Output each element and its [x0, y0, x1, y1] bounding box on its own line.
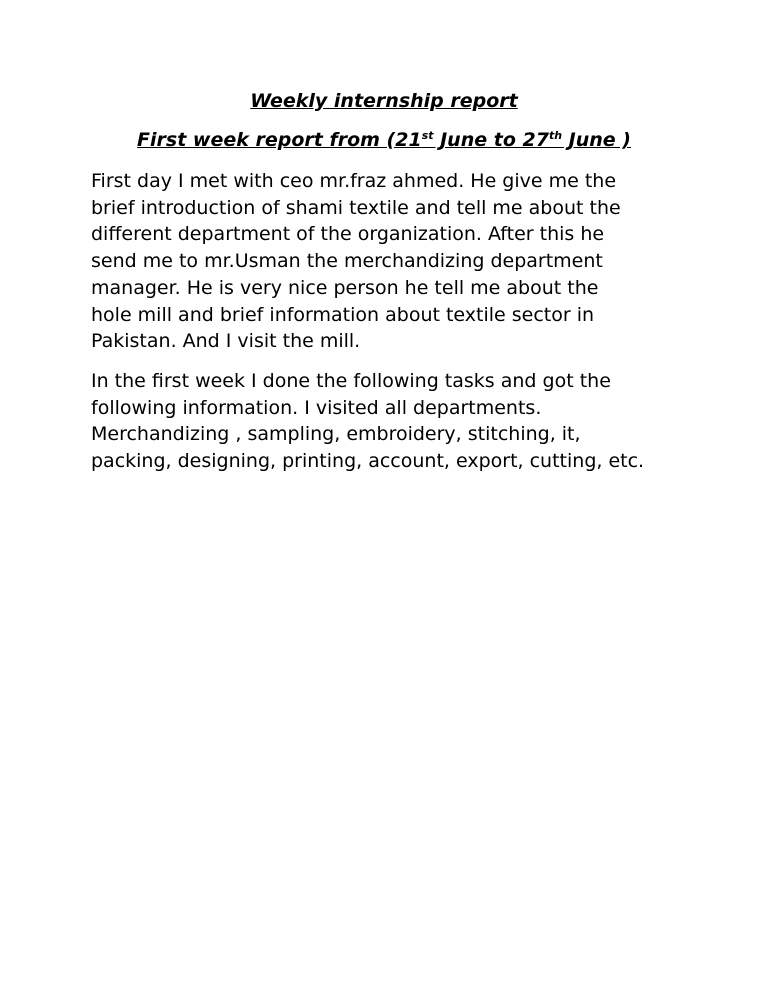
report-subtitle [0, 128, 768, 152]
paragraph-first-week-tasks [91, 368, 691, 475]
paragraph-line: First day I met with ceo mr.fraz ahmed. He give me the [91, 170, 617, 192]
paragraph-line: In the first week I done the following tasks and got the [91, 370, 611, 392]
paragraph-line: manager. He is very nice person he tell me about the [91, 276, 599, 299]
paragraph-line: packing, designing, printing, account, export, cutting, etc. [91, 450, 645, 473]
subtitle-sup-st: st [421, 129, 434, 142]
paragraph-line: following information. I visited all departments. [91, 396, 542, 419]
subtitle-suffix: June ) [562, 129, 631, 151]
subtitle-sup-th: th [548, 129, 563, 142]
paragraph-first-day [91, 168, 691, 355]
report-title-text: Weekly internship report [250, 90, 518, 112]
paragraph-line: brief introduction of shami textile and tell me about the [91, 196, 621, 219]
report-title [0, 89, 768, 113]
paragraph-line: Merchandizing , sampling, embroidery, stitching, it, [91, 423, 581, 446]
subtitle-middle: June to 27 [433, 129, 549, 151]
paragraph-line: different department of the organization. After this he [91, 223, 605, 246]
paragraph-line: hole mill and brief information about textile sector in [91, 303, 595, 326]
paragraph-line: Pakistan. And I visit the mill. [91, 330, 361, 353]
subtitle-prefix: First week report from (21 [137, 129, 422, 151]
paragraph-line: send me to mr.Usman the merchandizing department [91, 250, 603, 273]
